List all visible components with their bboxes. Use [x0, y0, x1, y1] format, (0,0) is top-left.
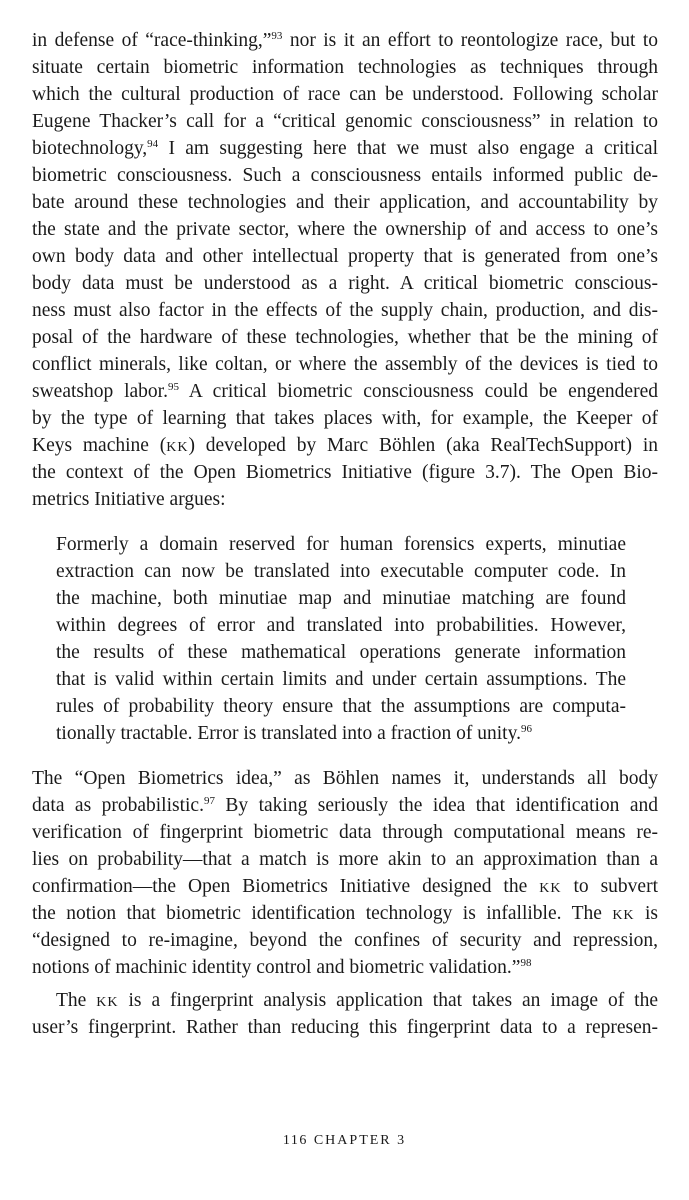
text-line: the state and the private sector, where the ownership of and access to one’s	[32, 219, 658, 240]
footnote-ref[interactable]: 96	[520, 723, 532, 735]
kk-abbrev: kk	[166, 435, 189, 456]
chapter-label: CHAPTER 3	[313, 1133, 407, 1148]
quote-line: the results of these mathematical operations generate information	[56, 642, 626, 663]
quote-line: tionally tractable. Error is translated into a fraction of unity.$^{96}$	[56, 723, 532, 744]
quote-line: rules of probability theory ensure that the assumptions are computa-	[56, 696, 626, 717]
quote-line: extraction can now be translated into executable computer code. In	[56, 561, 626, 582]
quote-line: Formerly a domain reserved for human forensics experts, minutiae	[56, 534, 626, 555]
footnote-ref[interactable]: 94	[147, 138, 159, 150]
text-line: The “Open Biometrics idea,” as Böhlen names it, understands all body	[32, 768, 658, 789]
text-line: “designed to re-imagine, beyond the confines of security and repression,	[32, 930, 658, 951]
page-footer	[0, 1133, 689, 1149]
text-line: posal of the hardware of these technologies, whether that be the mining of	[32, 327, 658, 348]
kk-abbrev: kk	[612, 903, 635, 924]
text-line: the notion that biometric identification technology is infallible. The kk is	[32, 903, 658, 924]
quote-line: that is valid within certain limits and under certain assumptions. The	[56, 669, 626, 690]
text-line: metrics Initiative argues:	[32, 489, 226, 510]
page-number: 116	[282, 1133, 308, 1148]
text-line: lies on probability—that a match is more akin to an approximation than a	[32, 849, 658, 870]
text-line: user’s fingerprint. Rather than reducing this fingerprint data to a represen-	[32, 1017, 658, 1038]
footnote-ref[interactable]: 95	[167, 381, 179, 393]
text-line: which the cultural production of race can be understood. Following scholar	[32, 84, 658, 105]
text-line: ness must also factor in the effects of the supply chain, production, and dis-	[32, 300, 658, 321]
text-line: own body data and other intellectual property that is generated from one’s	[32, 246, 658, 267]
text-line: bate around these technologies and their application, and accountability by	[32, 192, 658, 213]
kk-abbrev: kk	[96, 990, 119, 1011]
text-line: biotechnology,$^{94}$ I am suggesting here that we must also engage a critical	[32, 138, 658, 159]
footnote-ref[interactable]: 97	[203, 795, 215, 807]
text-line: in defense of “race-thinking,”$^{93}$ nor is it an effort to reontologize race, but to	[32, 30, 658, 51]
text-line: verification of fingerprint biometric data through computational means re-	[32, 822, 658, 843]
text-line: sweatshop labor.$^{95}$ A critical biometric consciousness could be engendered	[32, 381, 658, 402]
text-line: biometric consciousness. Such a consciousness entails informed public de-	[32, 165, 658, 186]
text-line: Keys machine (kk) developed by Marc Böhlen (aka RealTechSupport) in	[32, 435, 658, 456]
footnote-ref[interactable]: 93	[271, 30, 283, 42]
text-line: data as probabilistic.$^{97}$ By taking seriously the idea that identification and	[32, 795, 658, 816]
text-line: confirmation—the Open Biometrics Initiative designed the kk to subvert	[32, 876, 658, 897]
text-line: conflict minerals, like coltan, or where the assembly of the devices is tied to	[32, 354, 658, 375]
text-line: by the type of learning that takes places with, for example, the Keeper of	[32, 408, 658, 429]
text-line: situate certain biometric information technologies as techniques through	[32, 57, 658, 78]
text-line: Eugene Thacker’s call for a “critical genomic consciousness” in relation to	[32, 111, 658, 132]
quote-line: the machine, both minutiae map and minutiae matching are found	[56, 588, 626, 609]
text-line: the context of the Open Biometrics Initiative (figure 3.7). The Open Bio-	[32, 462, 658, 483]
text-line: body data must be understood as a right. A critical biometric conscious-	[32, 273, 658, 294]
text-line: notions of machinic identity control and biometric validation.”$^{98}$	[32, 957, 532, 978]
quote-line: within degrees of error and translated into probabilities. However,	[56, 615, 626, 636]
text-line: The kk is a fingerprint analysis application that takes an image of the	[56, 990, 658, 1011]
kk-abbrev: kk	[539, 876, 562, 897]
footnote-ref[interactable]: 98	[520, 957, 532, 969]
